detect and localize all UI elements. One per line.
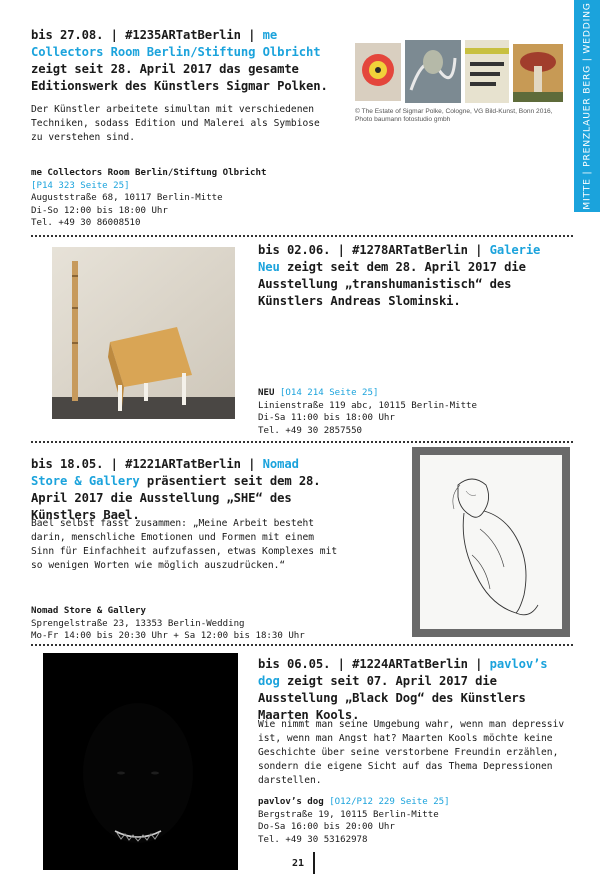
divider — [31, 644, 573, 646]
entry-4-info — [258, 796, 568, 846]
entry-4-body: Wie nimmt man seine Umgebung wahr, wenn man depressiv ist, wenn man Angst hat? Maarten Kools möchte keine Geschichte über seine verstorbene Freundin erzählen, sondern die eigene Sicht auf das Thema Depressionen darstellen. — [258, 719, 565, 786]
page-number-rule — [313, 852, 315, 874]
entry-4-map-ref[interactable]: [O12/P12 229 Seite 25] — [329, 797, 450, 807]
entry-1-hours: Di-So 12:00 bis 18:00 Uhr — [31, 205, 168, 216]
entry-4-hours: Do-Sa 16:00 bis 20:00 Uhr — [258, 822, 395, 832]
entry-4-venue-link[interactable]: pavlov’s dog — [258, 657, 548, 688]
entry-3-hours: Mo-Fr 14:00 bis 20:30 Uhr + Sa 12:00 bis 18:30 Uhr — [31, 631, 305, 641]
entry-1-headline-text: zeigt seit 28. April 2017 das gesamte Editionswerk des Künstlers Sigmar Polken. — [31, 62, 328, 93]
entry-1-info — [31, 167, 331, 230]
entry-2-headline — [258, 242, 568, 310]
entry-4-venue-name: pavlov’s dog — [258, 797, 324, 807]
entry-3-venue-link[interactable]: Nomad Store & Gallery — [31, 457, 299, 488]
entry-1-image-caption: © The Estate of Sigmar Polke, Cologne, VG Bild-Kunst, Bonn 2016, Photo baumann fotostudio gmbh — [355, 108, 553, 123]
entry-4-phone: Tel. +49 30 53162978 — [258, 834, 368, 845]
entry-1-artwork-image — [355, 40, 563, 103]
entry-2-date: bis 02.06. | #1278ARTatBerlin | — [258, 243, 483, 257]
entry-2-venue-link[interactable]: Galerie Neu — [258, 243, 541, 274]
entry-3-date: bis 18.05. | #1221ARTatBerlin | — [31, 457, 256, 471]
entry-3-address: Sprengelstraße 23, 13353 Berlin-Wedding — [31, 618, 245, 629]
entry-2-map-ref[interactable]: [O14 214 Seite 25] — [279, 388, 379, 398]
entry-4-artwork-image — [43, 653, 238, 870]
divider — [31, 441, 573, 443]
entry-2-phone: Tel. +49 30 2857550 — [258, 425, 363, 436]
entry-3-headline-text: präsentiert seit dem 28. April 2017 die Ausstellung „SHE“ des Künstlers Bael. — [31, 474, 321, 522]
entry-2-hours: Di-Sa 11:00 bis 18:00 Uhr — [258, 413, 395, 423]
entry-3-venue-name: Nomad Store & Gallery — [31, 606, 146, 616]
entry-1-date: bis 27.08. | #1235ARTatBerlin | — [31, 28, 256, 42]
entry-4-headline-text: zeigt seit 07. April 2017 die Ausstellung „Black Dog“ des Künstlers Maarten Kools. — [258, 674, 526, 722]
entry-1-venue-name: me Collectors Room Berlin/Stiftung Olbricht — [31, 168, 267, 178]
entry-3-headline — [31, 456, 341, 524]
entry-2-info — [258, 387, 568, 437]
entry-1-map-ref[interactable]: [P14 323 Seite 25] — [31, 180, 130, 191]
entry-3-body: Bael selbst fasst zusammen: „Meine Arbeit besteht darin, menschliche Emotionen und Formen mit einem Sinn für Einfachheit aufzufassen, etwas Komplexes mit so wenigen Worten wie möglich auszudrücken.“ — [31, 518, 338, 571]
entry-1-address: Auguststraße 68, 10117 Berlin-Mitte — [31, 193, 223, 203]
entry-1-venue-link[interactable]: me Collectors Room Berlin/Stiftung Olbricht — [31, 28, 321, 59]
entry-4-address: Bergstraße 19, 10115 Berlin-Mitte — [258, 809, 439, 820]
entry-2-headline-text: zeigt seit dem 28. April 2017 die Ausstellung „transhumanistisch“ des Künstlers Andreas Slominski. — [258, 260, 526, 308]
entry-3-info — [31, 605, 351, 643]
entry-3-artwork-image — [412, 447, 570, 637]
entry-4-date: bis 06.05. | #1224ARTatBerlin | — [258, 657, 483, 671]
entry-2-address: Linienstraße 119 abc, 10115 Berlin-Mitte — [258, 400, 477, 411]
entry-2-venue-name: NEU — [258, 388, 275, 398]
district-tab-label: MITTE | PRENZLAUER BERG | WEDDING — [581, 2, 593, 210]
entry-4-headline — [258, 656, 568, 724]
entry-1-phone: Tel. +49 30 86008510 — [31, 218, 141, 228]
entry-2-artwork-image — [52, 247, 235, 419]
page-number: 21 — [292, 858, 305, 869]
entry-1-body: Der Künstler arbeitete simultan mit verschiedenen Techniken, sodass Edition und Malerei als Symbiose zu verstehen sind. — [31, 104, 320, 143]
entry-1-headline — [31, 27, 331, 95]
district-tab — [574, 0, 600, 212]
divider — [31, 235, 573, 237]
